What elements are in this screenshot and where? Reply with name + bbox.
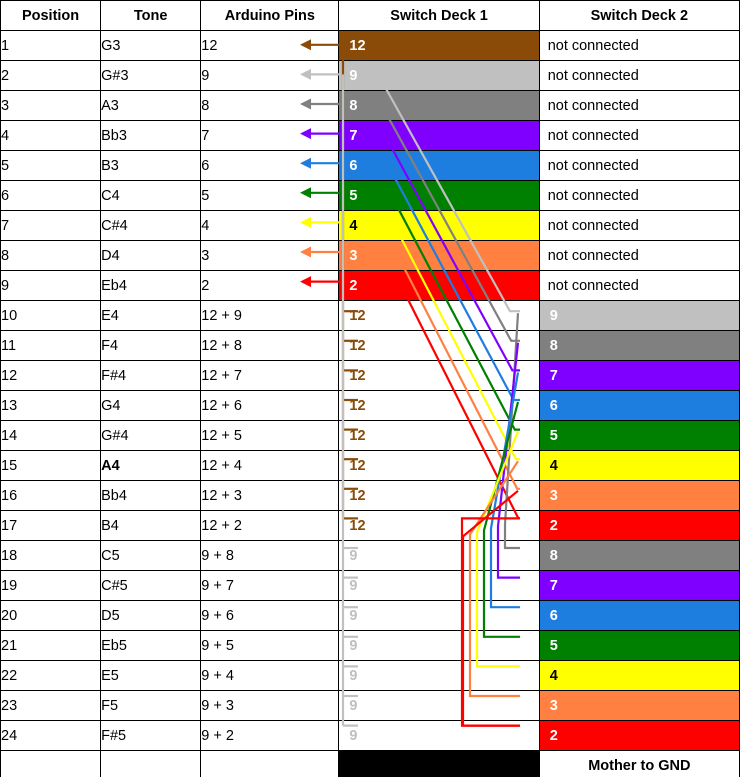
deck1-label: 7 [349, 127, 358, 144]
cell-switch-deck-2 [539, 91, 739, 121]
deck1-label: 12 [349, 367, 366, 384]
deck1-label: 4 [349, 217, 358, 234]
cell-switch-deck-1 [339, 511, 539, 541]
cell-tone: E4 [101, 301, 201, 331]
deck2-label: not connected [547, 37, 639, 54]
deck2-label: 7 [549, 577, 558, 594]
deck2-label: not connected [547, 217, 639, 234]
deck2-label: 5 [549, 637, 558, 654]
cell-arduino-pins: 8 [201, 91, 339, 121]
cell-tone: G#4 [101, 421, 201, 451]
table-row [1, 61, 740, 91]
cell-position: 9 [1, 271, 101, 301]
table-row [1, 421, 740, 451]
cell-tone: G3 [101, 31, 201, 61]
deck2-label: not connected [547, 247, 639, 264]
table-row [1, 211, 740, 241]
cell-switch-deck-1 [339, 451, 539, 481]
deck2-label: not connected [547, 97, 639, 114]
cell-switch-deck-2 [539, 271, 739, 301]
cell-switch-deck-2 [539, 601, 739, 631]
deck2-label: 8 [549, 337, 558, 354]
cell-switch-deck-2 [539, 691, 739, 721]
cell-switch-deck-2 [539, 151, 739, 181]
cell-switch-deck-1 [339, 721, 539, 751]
cell-position: 17 [1, 511, 101, 541]
cell-switch-deck-1 [339, 331, 539, 361]
deck2-label: 6 [549, 607, 558, 624]
deck1-label: 5 [349, 187, 358, 204]
cell-switch-deck-1 [339, 571, 539, 601]
cell-tone: Eb4 [101, 271, 201, 301]
cell-arduino-pins: 12 + 3 [201, 481, 339, 511]
cell-switch-deck-2 [539, 571, 739, 601]
cell-position: 12 [1, 361, 101, 391]
header-switch-deck-1: Switch Deck 1 [339, 1, 539, 31]
cell-tone: Bb3 [101, 121, 201, 151]
cell-tone: F5 [101, 691, 201, 721]
cell-position: 10 [1, 301, 101, 331]
cell-position: 7 [1, 211, 101, 241]
table-row [1, 361, 740, 391]
cell-switch-deck-1 [339, 631, 539, 661]
table-row [1, 301, 740, 331]
cell-arduino-pins: 9 + 4 [201, 661, 339, 691]
cell-arduino-pins: 12 + 2 [201, 511, 339, 541]
cell-position: 16 [1, 481, 101, 511]
cell-tone: F#4 [101, 361, 201, 391]
deck1-label: 3 [349, 247, 358, 264]
table-row [1, 331, 740, 361]
cell-position: 4 [1, 121, 101, 151]
table-row [1, 721, 740, 751]
cell-switch-deck-2 [539, 61, 739, 91]
cell-switch-deck-1 [339, 601, 539, 631]
cell-arduino-pins: 9 + 3 [201, 691, 339, 721]
cell-switch-deck-1 [339, 61, 539, 91]
cell-switch-deck-2 [539, 361, 739, 391]
deck2-label: 6 [549, 397, 558, 414]
cell-arduino-pins: 2 [201, 271, 339, 301]
cell-tone: C#4 [101, 211, 201, 241]
cell-switch-deck-2 [539, 541, 739, 571]
footer-deck1-gnd: Mother to GND [339, 751, 539, 777]
table-row [1, 661, 740, 691]
cell-switch-deck-2 [539, 391, 739, 421]
cell-tone: C5 [101, 541, 201, 571]
deck1-label: 6 [349, 157, 358, 174]
cell-switch-deck-1 [339, 91, 539, 121]
cell-tone: A3 [101, 91, 201, 121]
cell-arduino-pins: 6 [201, 151, 339, 181]
cell-tone: F#5 [101, 721, 201, 751]
deck1-label: 2 [349, 277, 358, 294]
deck1-label: 12 [349, 487, 366, 504]
cell-position: 23 [1, 691, 101, 721]
table-row [1, 241, 740, 271]
cell-switch-deck-2 [539, 661, 739, 691]
deck2-label: 2 [549, 517, 558, 534]
cell-switch-deck-2 [539, 301, 739, 331]
cell-arduino-pins: 9 + 6 [201, 601, 339, 631]
table-row [1, 121, 740, 151]
cell-arduino-pins: 4 [201, 211, 339, 241]
cell-position: 18 [1, 541, 101, 571]
header-switch-deck-2: Switch Deck 2 [539, 1, 739, 31]
cell-switch-deck-1 [339, 661, 539, 691]
deck1-label: 8 [349, 97, 358, 114]
deck2-label: 9 [549, 307, 558, 324]
cell-switch-deck-1 [339, 241, 539, 271]
table-row [1, 541, 740, 571]
deck1-label: 9 [349, 577, 358, 594]
footer-blank-pins [201, 751, 339, 777]
cell-switch-deck-1 [339, 271, 539, 301]
cell-arduino-pins: 9 + 8 [201, 541, 339, 571]
cell-switch-deck-2 [539, 241, 739, 271]
cell-position: 24 [1, 721, 101, 751]
cell-switch-deck-2 [539, 481, 739, 511]
cell-switch-deck-2 [539, 451, 739, 481]
cell-switch-deck-1 [339, 31, 539, 61]
cell-switch-deck-1 [339, 121, 539, 151]
cell-switch-deck-2 [539, 631, 739, 661]
deck1-label: 12 [349, 427, 366, 444]
table-row [1, 31, 740, 61]
cell-switch-deck-1 [339, 421, 539, 451]
cell-position: 8 [1, 241, 101, 271]
deck2-label: 5 [549, 427, 558, 444]
footer-blank-position [1, 751, 101, 777]
cell-arduino-pins: 9 + 5 [201, 631, 339, 661]
table-row [1, 601, 740, 631]
cell-tone: G#3 [101, 61, 201, 91]
deck2-label: 3 [549, 487, 558, 504]
cell-position: 13 [1, 391, 101, 421]
cell-switch-deck-2 [539, 121, 739, 151]
deck2-label: 2 [549, 727, 558, 744]
footer-deck2-gnd: Mother to GND [539, 751, 739, 777]
deck2-label: 7 [549, 367, 558, 384]
table-row [1, 631, 740, 661]
cell-switch-deck-1 [339, 691, 539, 721]
cell-position: 11 [1, 331, 101, 361]
cell-position: 6 [1, 181, 101, 211]
cell-switch-deck-2 [539, 421, 739, 451]
cell-position: 2 [1, 61, 101, 91]
cell-switch-deck-1 [339, 541, 539, 571]
cell-switch-deck-2 [539, 331, 739, 361]
table-footer-row [1, 751, 740, 777]
deck1-label: 9 [349, 667, 358, 684]
deck2-label: not connected [547, 157, 639, 174]
cell-position: 21 [1, 631, 101, 661]
cell-switch-deck-2 [539, 721, 739, 751]
deck2-label: not connected [547, 127, 639, 144]
cell-position: 3 [1, 91, 101, 121]
cell-switch-deck-2 [539, 211, 739, 241]
deck1-label: 12 [349, 517, 366, 534]
cell-switch-deck-1 [339, 481, 539, 511]
cell-tone: F4 [101, 331, 201, 361]
cell-switch-deck-1 [339, 301, 539, 331]
header-position: Position [1, 1, 101, 31]
cell-switch-deck-1 [339, 391, 539, 421]
deck1-label: 12 [349, 307, 366, 324]
deck1-label: 9 [349, 727, 358, 744]
cell-position: 5 [1, 151, 101, 181]
table-row [1, 271, 740, 301]
deck1-label: 9 [349, 607, 358, 624]
table-row [1, 391, 740, 421]
deck1-label: 12 [349, 457, 366, 474]
cell-tone: G4 [101, 391, 201, 421]
cell-switch-deck-1 [339, 181, 539, 211]
cell-arduino-pins: 12 + 9 [201, 301, 339, 331]
footer-blank-tone [101, 751, 201, 777]
header-tone: Tone [101, 1, 201, 31]
cell-switch-deck-2 [539, 511, 739, 541]
cell-arduino-pins: 9 [201, 61, 339, 91]
table-row [1, 91, 740, 121]
table-header-row [1, 1, 740, 31]
cell-tone: B3 [101, 151, 201, 181]
header-arduino-pins: Arduino Pins [201, 1, 339, 31]
table-row [1, 511, 740, 541]
cell-arduino-pins: 9 + 2 [201, 721, 339, 751]
table-body [1, 31, 740, 777]
deck2-label: 4 [549, 667, 558, 684]
cell-tone: D5 [101, 601, 201, 631]
cell-arduino-pins: 12 + 8 [201, 331, 339, 361]
cell-arduino-pins: 5 [201, 181, 339, 211]
cell-arduino-pins: 12 + 5 [201, 421, 339, 451]
deck2-label: 3 [549, 697, 558, 714]
cell-position: 22 [1, 661, 101, 691]
table-row [1, 691, 740, 721]
cell-switch-deck-1 [339, 361, 539, 391]
cell-arduino-pins: 9 + 7 [201, 571, 339, 601]
deck1-label: 9 [349, 637, 358, 654]
deck1-label: 9 [349, 547, 358, 564]
deck2-label: not connected [547, 187, 639, 204]
cell-switch-deck-1 [339, 151, 539, 181]
table-row [1, 481, 740, 511]
deck1-label: 12 [349, 397, 366, 414]
deck1-label: 9 [349, 67, 358, 84]
cell-arduino-pins: 12 [201, 31, 339, 61]
deck1-label: 9 [349, 697, 358, 714]
deck2-label: not connected [547, 277, 639, 294]
deck2-label: 4 [549, 457, 558, 474]
deck2-label: 8 [549, 547, 558, 564]
cell-tone: E5 [101, 661, 201, 691]
cell-tone: D4 [101, 241, 201, 271]
deck2-label: not connected [547, 67, 639, 84]
cell-arduino-pins: 12 + 4 [201, 451, 339, 481]
cell-tone: C#5 [101, 571, 201, 601]
cell-switch-deck-2 [539, 31, 739, 61]
table-row [1, 451, 740, 481]
table-row [1, 571, 740, 601]
cell-arduino-pins: 3 [201, 241, 339, 271]
cell-arduino-pins: 12 + 6 [201, 391, 339, 421]
cell-tone: A4 [101, 451, 201, 481]
cell-tone: B4 [101, 511, 201, 541]
cell-position: 19 [1, 571, 101, 601]
cell-switch-deck-2 [539, 181, 739, 211]
cell-position: 20 [1, 601, 101, 631]
deck1-label: 12 [349, 337, 366, 354]
cell-position: 14 [1, 421, 101, 451]
cell-tone: Eb5 [101, 631, 201, 661]
cell-position: 1 [1, 31, 101, 61]
cell-arduino-pins: 7 [201, 121, 339, 151]
deck1-label: 12 [349, 37, 366, 54]
table-row [1, 151, 740, 181]
cell-tone: C4 [101, 181, 201, 211]
cell-tone: Bb4 [101, 481, 201, 511]
cell-position: 15 [1, 451, 101, 481]
cell-arduino-pins: 12 + 7 [201, 361, 339, 391]
table-row [1, 181, 740, 211]
cell-switch-deck-1 [339, 211, 539, 241]
